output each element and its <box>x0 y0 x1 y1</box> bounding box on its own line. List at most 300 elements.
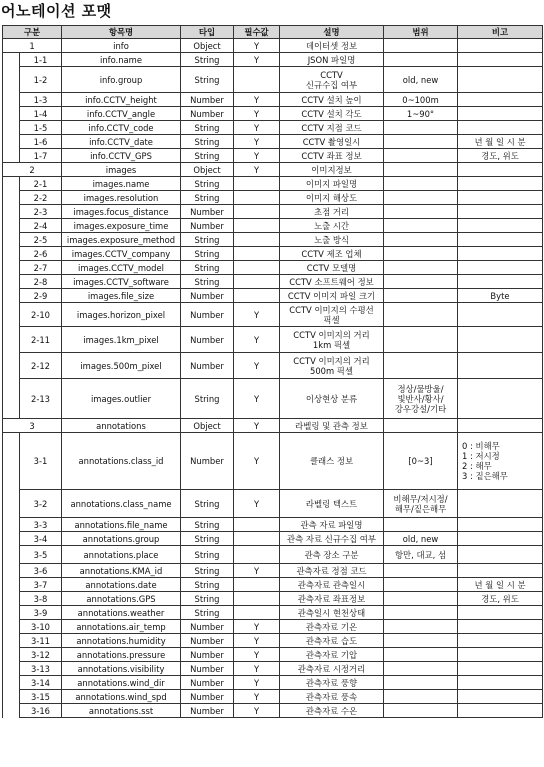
item-number-cell: 3-3 <box>20 518 62 532</box>
indent-cell <box>3 578 20 592</box>
range-cell: [0~3] <box>384 433 458 490</box>
remarks-cell <box>458 704 543 718</box>
required-cell: Y <box>234 163 280 177</box>
item-number-cell: 3-7 <box>20 578 62 592</box>
range-cell <box>384 135 458 149</box>
indent-cell <box>3 93 20 107</box>
required-cell: Y <box>234 121 280 135</box>
range-cell <box>384 149 458 163</box>
header-division: 구분 <box>3 26 62 39</box>
description-cell: 관측자료 풍향 <box>280 676 384 690</box>
required-cell: Y <box>234 676 280 690</box>
required-cell <box>234 177 280 191</box>
range-cell <box>384 704 458 718</box>
remarks-cell: 0 : 비해무 1 : 저시정 2 : 해무 3 : 짙은해무 <box>458 433 543 490</box>
description-cell: CCTV 소프트웨어 정보 <box>280 275 384 289</box>
indent-cell <box>3 205 20 219</box>
item-name-cell: images.exposure_time <box>62 219 181 233</box>
item-number-cell: 3-15 <box>20 690 62 704</box>
remarks-cell <box>458 261 543 275</box>
description-cell: CCTV 이미지의 거리 1km 픽셀 <box>280 327 384 353</box>
required-cell: Y <box>234 490 280 518</box>
type-cell: String <box>181 149 234 163</box>
item-name-cell: images.exposure_method <box>62 233 181 247</box>
range-cell: 0~100m <box>384 93 458 107</box>
item-name-cell: annotations.file_name <box>62 518 181 532</box>
item-number-cell: 1-7 <box>20 149 62 163</box>
item-number-cell: 1-4 <box>20 107 62 121</box>
annotation-format-table <box>2 25 543 718</box>
indent-cell <box>3 261 20 275</box>
required-cell <box>234 191 280 205</box>
required-cell <box>234 219 280 233</box>
type-cell: String <box>181 233 234 247</box>
item-number-cell: 2-11 <box>20 327 62 353</box>
remarks-cell: 경도, 위도 <box>458 592 543 606</box>
type-cell: String <box>181 135 234 149</box>
item-number-cell: 3-11 <box>20 634 62 648</box>
type-cell: String <box>181 578 234 592</box>
remarks-cell <box>458 690 543 704</box>
description-cell: CCTV 이미지의 거리 500m 픽셀 <box>280 353 384 379</box>
required-cell: Y <box>234 303 280 327</box>
description-cell: 관측자료 정점 코드 <box>280 564 384 578</box>
table-row <box>3 39 543 53</box>
table-row <box>3 177 543 191</box>
table-row <box>3 261 543 275</box>
required-cell: Y <box>234 353 280 379</box>
range-cell <box>384 191 458 205</box>
indent-cell <box>3 546 20 564</box>
item-number-cell: 3-4 <box>20 532 62 546</box>
range-cell <box>384 219 458 233</box>
item-name-cell: annotations.sst <box>62 704 181 718</box>
indent-cell <box>3 353 20 379</box>
header-type: 타입 <box>181 26 234 39</box>
indent-cell <box>3 327 20 353</box>
required-cell: Y <box>234 53 280 67</box>
table-row <box>3 490 543 518</box>
indent-cell <box>3 107 20 121</box>
item-name-cell: annotations.place <box>62 546 181 564</box>
indent-cell <box>3 433 20 490</box>
range-cell <box>384 163 458 177</box>
type-cell: Number <box>181 353 234 379</box>
remarks-cell <box>458 303 543 327</box>
remarks-cell: 년 월 일 시 분 <box>458 135 543 149</box>
remarks-cell <box>458 490 543 518</box>
item-name-cell: images.1km_pixel <box>62 327 181 353</box>
type-cell: String <box>181 53 234 67</box>
required-cell: Y <box>234 149 280 163</box>
item-number-cell: 1-3 <box>20 93 62 107</box>
required-cell <box>234 205 280 219</box>
type-cell: String <box>181 518 234 532</box>
table-row <box>3 93 543 107</box>
indent-cell <box>3 67 20 93</box>
table-row <box>3 592 543 606</box>
table-row <box>3 163 543 177</box>
remarks-cell <box>458 163 543 177</box>
table-row <box>3 564 543 578</box>
description-cell: 관측 자료 파일명 <box>280 518 384 532</box>
section-number-cell: 3 <box>3 419 62 433</box>
range-cell: old, new <box>384 67 458 93</box>
remarks-cell <box>458 648 543 662</box>
range-cell <box>384 606 458 620</box>
description-cell: CCTV 모델명 <box>280 261 384 275</box>
required-cell: Y <box>234 379 280 419</box>
item-name-cell: info <box>62 39 181 53</box>
item-number-cell: 2-3 <box>20 205 62 219</box>
table-row <box>3 676 543 690</box>
range-cell <box>384 419 458 433</box>
type-cell: String <box>181 191 234 205</box>
item-name-cell: images.resolution <box>62 191 181 205</box>
item-name-cell: images.focus_distance <box>62 205 181 219</box>
item-name-cell: annotations.wind_spd <box>62 690 181 704</box>
item-name-cell: annotations.pressure <box>62 648 181 662</box>
header-required: 필수값 <box>234 26 280 39</box>
type-cell: Number <box>181 93 234 107</box>
remarks-cell <box>458 327 543 353</box>
required-cell <box>234 233 280 247</box>
remarks-cell <box>458 39 543 53</box>
range-cell <box>384 353 458 379</box>
item-number-cell: 2-4 <box>20 219 62 233</box>
type-cell: String <box>181 592 234 606</box>
indent-cell <box>3 53 20 67</box>
type-cell: String <box>181 564 234 578</box>
indent-cell <box>3 121 20 135</box>
item-number-cell: 2-7 <box>20 261 62 275</box>
indent-cell <box>3 532 20 546</box>
description-cell: 관측 장소 구분 <box>280 546 384 564</box>
indent-cell <box>3 662 20 676</box>
indent-cell <box>3 704 20 718</box>
required-cell: Y <box>234 93 280 107</box>
item-name-cell: images.CCTV_company <box>62 247 181 261</box>
remarks-cell <box>458 219 543 233</box>
required-cell: Y <box>234 662 280 676</box>
header-remarks: 비고 <box>458 26 543 39</box>
indent-cell <box>3 247 20 261</box>
table-row <box>3 67 543 93</box>
remarks-cell <box>458 662 543 676</box>
item-number-cell: 2-6 <box>20 247 62 261</box>
required-cell: Y <box>234 564 280 578</box>
description-cell: 라벨링 및 관측 정보 <box>280 419 384 433</box>
section-number-cell: 1 <box>3 39 62 53</box>
range-cell <box>384 578 458 592</box>
item-name-cell: annotations <box>62 419 181 433</box>
table-row <box>3 620 543 634</box>
description-cell: 관측자료 시정거리 <box>280 662 384 676</box>
required-cell: Y <box>234 135 280 149</box>
indent-cell <box>3 620 20 634</box>
indent-cell <box>3 303 20 327</box>
indent-cell <box>3 135 20 149</box>
remarks-cell <box>458 379 543 419</box>
description-cell: 이미지정보 <box>280 163 384 177</box>
table-row <box>3 578 543 592</box>
required-cell: Y <box>234 690 280 704</box>
remarks-cell: 경도, 위도 <box>458 149 543 163</box>
item-number-cell: 2-9 <box>20 289 62 303</box>
table-row <box>3 433 543 490</box>
required-cell: Y <box>234 648 280 662</box>
item-name-cell: annotations.air_temp <box>62 620 181 634</box>
item-number-cell: 3-14 <box>20 676 62 690</box>
description-cell: 노출 시간 <box>280 219 384 233</box>
item-name-cell: info.CCTV_angle <box>62 107 181 121</box>
table-row <box>3 219 543 233</box>
required-cell <box>234 546 280 564</box>
item-name-cell: annotations.date <box>62 578 181 592</box>
remarks-cell <box>458 419 543 433</box>
description-cell: 이미지 해상도 <box>280 191 384 205</box>
item-name-cell: images <box>62 163 181 177</box>
indent-cell <box>3 676 20 690</box>
type-cell: Number <box>181 433 234 490</box>
required-cell: Y <box>234 39 280 53</box>
description-cell: 데이터셋 정보 <box>280 39 384 53</box>
item-number-cell: 3-12 <box>20 648 62 662</box>
table-row <box>3 191 543 205</box>
range-cell <box>384 648 458 662</box>
indent-cell <box>3 219 20 233</box>
remarks-cell <box>458 121 543 135</box>
range-cell <box>384 592 458 606</box>
table-row <box>3 690 543 704</box>
item-number-cell: 3-2 <box>20 490 62 518</box>
table-header-row <box>3 26 543 39</box>
description-cell: 관측 자료 신규수집 여부 <box>280 532 384 546</box>
item-number-cell: 2-2 <box>20 191 62 205</box>
required-cell: Y <box>234 620 280 634</box>
description-cell: 관측자료 좌표정보 <box>280 592 384 606</box>
item-name-cell: annotations.group <box>62 532 181 546</box>
range-cell: 비해무/저시정/ 해무/짙은해무 <box>384 490 458 518</box>
table-row <box>3 247 543 261</box>
type-cell: String <box>181 490 234 518</box>
table-row <box>3 353 543 379</box>
range-cell <box>384 121 458 135</box>
required-cell: Y <box>234 704 280 718</box>
item-number-cell: 2-5 <box>20 233 62 247</box>
remarks-cell <box>458 620 543 634</box>
description-cell: CCTV 좌표 정보 <box>280 149 384 163</box>
item-name-cell: images.CCTV_software <box>62 275 181 289</box>
item-name-cell: annotations.humidity <box>62 634 181 648</box>
item-name-cell: images.horizon_pixel <box>62 303 181 327</box>
item-name-cell: info.CCTV_GPS <box>62 149 181 163</box>
item-number-cell: 3-16 <box>20 704 62 718</box>
item-number-cell: 2-10 <box>20 303 62 327</box>
item-name-cell: info.CCTV_date <box>62 135 181 149</box>
table-row <box>3 107 543 121</box>
description-cell: CCTV 지점 코드 <box>280 121 384 135</box>
indent-cell <box>3 289 20 303</box>
type-cell: Number <box>181 620 234 634</box>
description-cell: JSON 파일명 <box>280 53 384 67</box>
remarks-cell <box>458 247 543 261</box>
remarks-cell <box>458 564 543 578</box>
type-cell: String <box>181 121 234 135</box>
item-name-cell: annotations.wind_dir <box>62 676 181 690</box>
item-number-cell: 1-5 <box>20 121 62 135</box>
required-cell <box>234 275 280 289</box>
description-cell: CCTV 촬영일시 <box>280 135 384 149</box>
indent-cell <box>3 191 20 205</box>
type-cell: String <box>181 261 234 275</box>
item-name-cell: info.group <box>62 67 181 93</box>
item-number-cell: 2-13 <box>20 379 62 419</box>
type-cell: String <box>181 379 234 419</box>
description-cell: 관측자료 습도 <box>280 634 384 648</box>
range-cell <box>384 676 458 690</box>
header-description: 설명 <box>280 26 384 39</box>
required-cell <box>234 289 280 303</box>
description-cell: 관측자료 기압 <box>280 648 384 662</box>
type-cell: Number <box>181 676 234 690</box>
table-row <box>3 121 543 135</box>
table-row <box>3 135 543 149</box>
range-cell <box>384 177 458 191</box>
required-cell <box>234 606 280 620</box>
range-cell <box>384 289 458 303</box>
table-row <box>3 233 543 247</box>
table-row <box>3 327 543 353</box>
item-number-cell: 2-8 <box>20 275 62 289</box>
item-number-cell: 3-6 <box>20 564 62 578</box>
item-name-cell: annotations.GPS <box>62 592 181 606</box>
range-cell <box>384 327 458 353</box>
indent-cell <box>3 275 20 289</box>
type-cell: Number <box>181 107 234 121</box>
table-row <box>3 532 543 546</box>
remarks-cell <box>458 634 543 648</box>
indent-cell <box>3 149 20 163</box>
description-cell: 이상현상 분류 <box>280 379 384 419</box>
type-cell: String <box>181 247 234 261</box>
range-cell <box>384 233 458 247</box>
remarks-cell <box>458 275 543 289</box>
indent-cell <box>3 634 20 648</box>
item-number-cell: 3-5 <box>20 546 62 564</box>
indent-cell <box>3 518 20 532</box>
table-row <box>3 149 543 163</box>
description-cell: 관측자료 관측일시 <box>280 578 384 592</box>
required-cell <box>234 518 280 532</box>
section-number-cell: 2 <box>3 163 62 177</box>
description-cell: 관측자료 풍속 <box>280 690 384 704</box>
range-cell <box>384 634 458 648</box>
type-cell: Number <box>181 289 234 303</box>
type-cell: Object <box>181 419 234 433</box>
page-title: 어노테이션 포맷 <box>1 2 112 20</box>
remarks-cell <box>458 233 543 247</box>
item-name-cell: images.name <box>62 177 181 191</box>
remarks-cell <box>458 191 543 205</box>
type-cell: Number <box>181 219 234 233</box>
type-cell: Number <box>181 327 234 353</box>
range-cell <box>384 662 458 676</box>
item-number-cell: 2-12 <box>20 353 62 379</box>
description-cell: 관측자료 기온 <box>280 620 384 634</box>
item-number-cell: 3-9 <box>20 606 62 620</box>
type-cell: String <box>181 177 234 191</box>
type-cell: String <box>181 275 234 289</box>
range-cell <box>384 564 458 578</box>
required-cell: Y <box>234 433 280 490</box>
range-cell <box>384 620 458 634</box>
description-cell: 이미지 파일명 <box>280 177 384 191</box>
range-cell <box>384 205 458 219</box>
item-number-cell: 3-13 <box>20 662 62 676</box>
required-cell <box>234 578 280 592</box>
table-row <box>3 518 543 532</box>
table-row <box>3 634 543 648</box>
table-row <box>3 53 543 67</box>
item-name-cell: annotations.class_id <box>62 433 181 490</box>
type-cell: Number <box>181 205 234 219</box>
item-number-cell: 3-10 <box>20 620 62 634</box>
indent-cell <box>3 648 20 662</box>
item-name-cell: images.file_size <box>62 289 181 303</box>
type-cell: String <box>181 532 234 546</box>
description-cell: 관측일시 현천상태 <box>280 606 384 620</box>
header-item-name: 항목명 <box>62 26 181 39</box>
indent-cell <box>3 177 20 191</box>
item-number-cell: 1-6 <box>20 135 62 149</box>
range-cell: 1~90° <box>384 107 458 121</box>
required-cell: Y <box>234 634 280 648</box>
required-cell <box>234 261 280 275</box>
type-cell: Number <box>181 634 234 648</box>
range-cell: old, new <box>384 532 458 546</box>
item-number-cell: 3-8 <box>20 592 62 606</box>
item-number-cell: 3-1 <box>20 433 62 490</box>
item-number-cell: 2-1 <box>20 177 62 191</box>
remarks-cell <box>458 205 543 219</box>
item-name-cell: images.500m_pixel <box>62 353 181 379</box>
table-row <box>3 704 543 718</box>
remarks-cell <box>458 546 543 564</box>
range-cell <box>384 275 458 289</box>
remarks-cell <box>458 53 543 67</box>
table-row <box>3 648 543 662</box>
type-cell: Number <box>181 662 234 676</box>
table-row <box>3 275 543 289</box>
description-cell: 관측자료 수온 <box>280 704 384 718</box>
item-name-cell: annotations.weather <box>62 606 181 620</box>
description-cell: CCTV 이미지의 수평선 픽셀 <box>280 303 384 327</box>
description-cell: 클래스 정보 <box>280 433 384 490</box>
item-name-cell: images.outlier <box>62 379 181 419</box>
item-name-cell: info.name <box>62 53 181 67</box>
remarks-cell <box>458 606 543 620</box>
item-name-cell: info.CCTV_height <box>62 93 181 107</box>
item-name-cell: info.CCTV_code <box>62 121 181 135</box>
required-cell: Y <box>234 419 280 433</box>
table-body <box>3 39 543 718</box>
range-cell <box>384 303 458 327</box>
type-cell: Number <box>181 690 234 704</box>
table-row <box>3 379 543 419</box>
indent-cell <box>3 564 20 578</box>
remarks-cell <box>458 93 543 107</box>
